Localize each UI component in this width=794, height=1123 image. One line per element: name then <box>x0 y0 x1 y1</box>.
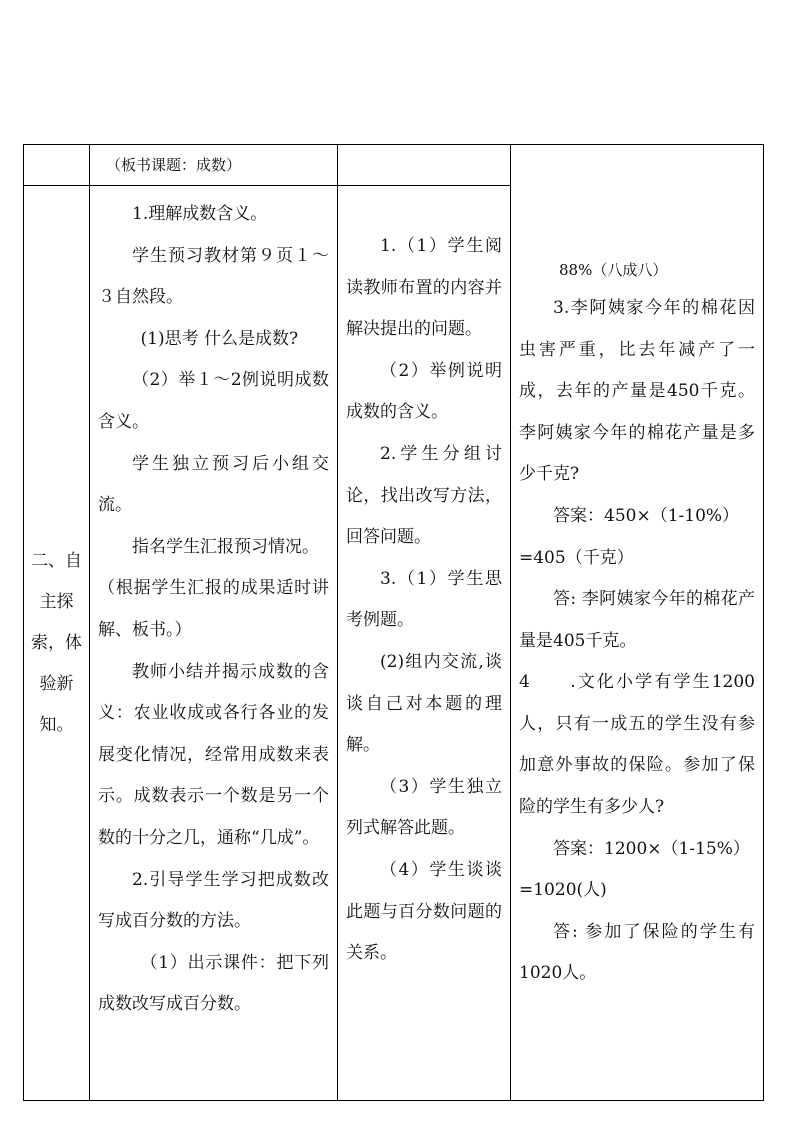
student-activity-2: 2.学生分组讨论，找出改写方法，回答问题。 <box>346 443 502 548</box>
lesson-plan-sheet <box>23 144 763 1101</box>
practice-q3-answer: 答案：450×（1-10%） <box>553 505 740 526</box>
teacher-preview-text: 学生预习教材第９页１～３自然段。 <box>98 245 329 308</box>
student-activity-3b: (2)组内交流,谈谈自己对本题的理解。 <box>346 651 502 756</box>
teacher-report-text: 指名学生汇报预习情况。 <box>132 536 319 557</box>
student-activity-3c: （3）学生独立列式解答此题。 <box>346 776 502 839</box>
practice-q3-result: =405（千克） <box>519 547 634 568</box>
teacher-activity-cell <box>90 186 338 1101</box>
student-activity-3: 3.（1）学生思考例题。 <box>346 568 502 631</box>
practice-q4-answer: 答案：1200×（1-15%） <box>553 838 750 859</box>
table-header-row <box>24 145 764 186</box>
teacher-step-1: 1.理解成数含义。 <box>132 204 268 224</box>
header-cell-empty-3 <box>338 145 511 186</box>
practice-q3-conclusion: 答: 李阿姨家今年的棉花产量是405千克。 <box>519 589 755 651</box>
section-title: 二、自主探索，体验新知。 <box>31 550 82 735</box>
header-cell-empty-1 <box>24 145 90 186</box>
teacher-question-1: (1)思考 什么是成数? <box>140 328 299 349</box>
section-cell <box>24 186 90 1101</box>
student-activity-3d: （4）学生谈谈此题与百分数问题的关系。 <box>346 859 502 964</box>
teacher-question-2: （2）举１～2例说明成数含义。 <box>98 370 329 432</box>
practice-cell <box>511 145 764 1101</box>
header-cell-topic <box>90 145 338 186</box>
board-topic-text: （板书课题：成数） <box>106 156 242 174</box>
teacher-board-note: （根据学生汇报的成果适时讲解、板书。） <box>98 578 329 640</box>
practice-q4-conclusion: 答: 参加了保险的学生有1020人。 <box>519 921 755 984</box>
student-activity-1: 1.（1）学生阅读教师布置的内容并解决提出的问题。 <box>346 236 502 340</box>
teacher-summary-text: 教师小结并揭示成数的含义：农业收成或各行各业的发展变化情况，经常用成数来表示。成数表示一个数是另一个数的十分之几，通称“几成”。 <box>98 661 329 848</box>
practice-q4: 4 .文化小学有学生1200人，只有一成五的学生没有参加意外事故的保险。参加了保险的学生有多少人? <box>519 672 755 818</box>
student-activity-1b: （2）举例说明成数的含义。 <box>346 360 502 423</box>
practice-q3: 3.李阿姨家今年的棉花因虫害严重，比去年减产了一成，去年的产量是450千克。李阿姨家今年的棉花产量是多少千克? <box>519 297 755 485</box>
student-activity-cell <box>338 186 511 1101</box>
percent-note: 88%（八成八） <box>559 260 668 279</box>
teacher-group-text: 学生独立预习后小组交流。 <box>98 453 329 516</box>
lesson-plan-table <box>23 144 764 1101</box>
practice-q4-result: =1020(人) <box>519 880 607 901</box>
teacher-step-2: 2.引导学生学习把成数改写成百分数的方法。 <box>98 869 329 932</box>
teacher-courseware-text: （1）出示课件：把下列成数改写成百分数。 <box>98 952 329 1015</box>
